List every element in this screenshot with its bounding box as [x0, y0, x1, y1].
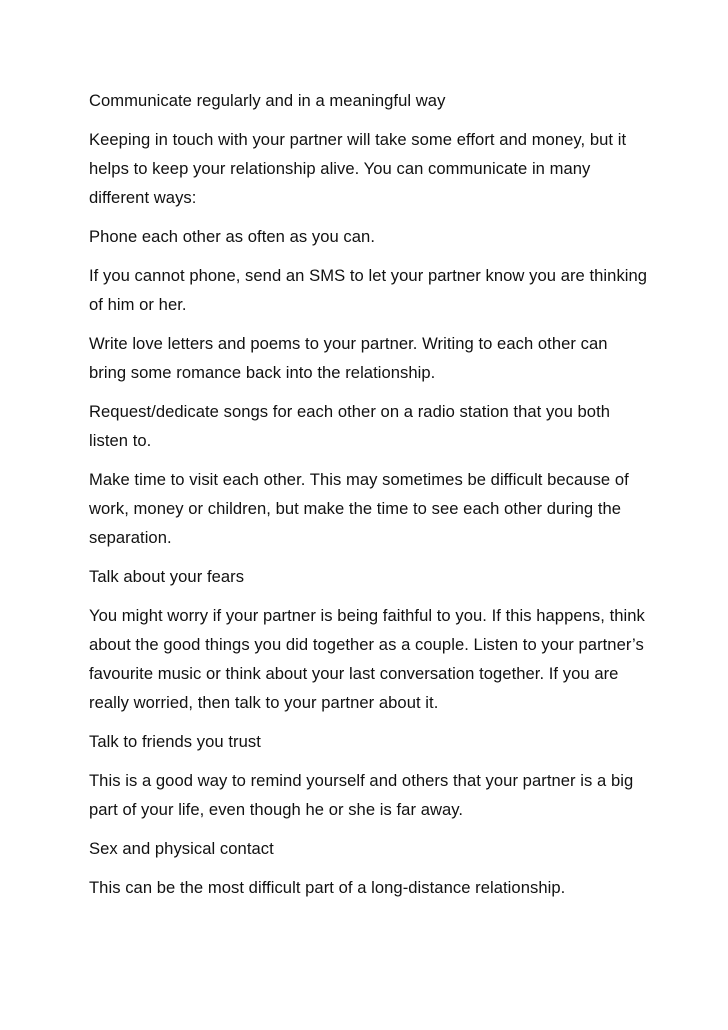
paragraph-keeping-in-touch: Keeping in touch with your partner will take some effort and money, but it helps to keep your relationship alive. You can communicate in many different ways:: [89, 130, 627, 207]
paragraph-phone: Phone each other as often as you can.: [89, 227, 375, 246]
paragraph-difficult-part: This can be the most difficult part of a long-distance relationship.: [89, 878, 566, 897]
section-heading-friends: Talk to friends you trust: [89, 732, 261, 751]
section-heading-fears: Talk about your fears: [89, 567, 245, 586]
paragraph-love-letters: Write love letters and poems to your partner. Writing to each other can bring some romance back into the relationship.: [89, 334, 608, 382]
paragraph-remind: This is a good way to remind yourself and others that your partner is a big part of your life, even though he or she is far away.: [89, 771, 634, 819]
paragraph-visit: Make time to visit each other. This may sometimes be difficult because of work, money or children, but make the time to see each other during the separation.: [89, 470, 629, 547]
paragraph-sms: If you cannot phone, send an SMS to let your partner know you are thinking of him or her.: [89, 266, 648, 314]
paragraph-songs: Request/dedicate songs for each other on a radio station that you both listen to.: [89, 402, 611, 450]
document-body: [89, 86, 649, 912]
section-heading-physical-contact: Sex and physical contact: [89, 839, 274, 858]
section-heading-communicate: Communicate regularly and in a meaningful way: [89, 91, 446, 110]
paragraph-worry: You might worry if your partner is being faithful to you. If this happens, think about the good things you did together as a couple. Listen to your partner’s favourite music or think about your last conversation together. If you are really worried, then talk to your partner about it.: [89, 606, 645, 712]
